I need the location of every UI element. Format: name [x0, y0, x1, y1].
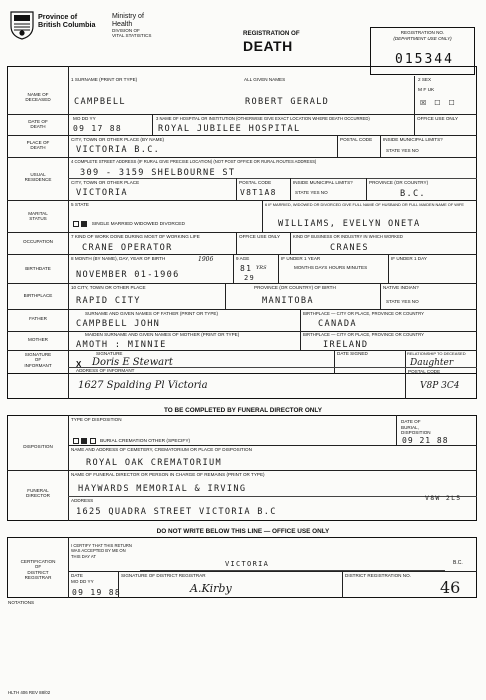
row-divider — [7, 283, 477, 284]
age-label: 9 AGE — [236, 256, 250, 261]
place-of-death-city: VICTORIA B.C. — [76, 145, 161, 155]
deceased-section-label: NAME OF DECEASED — [25, 92, 51, 103]
disposition-type-label: TYPE OF DISPOSITION — [71, 417, 122, 422]
funeral-director-name: HAYWARDS MEMORIAL & IRVING — [78, 484, 247, 494]
surname-label: 1 SURNAME (PRINT OR TYPE) — [71, 77, 138, 82]
funeral-row-divider — [7, 470, 477, 471]
cremation-checkbox — [81, 438, 87, 444]
marital-options-row — [73, 221, 185, 227]
birthplace-province-divider — [225, 283, 226, 309]
residence-municipal-divider — [290, 178, 291, 200]
given-names-label: ALL GIVEN NAMES — [244, 77, 286, 82]
certification-signature-divider — [118, 571, 119, 598]
registrar-signature: A.Kirby — [190, 582, 232, 595]
residence-postal-divider — [236, 178, 237, 200]
province-line-2: British Columbia — [38, 20, 96, 30]
district-registration-label: DISTRICT REGISTRATION NO. — [345, 573, 411, 578]
single-checkbox — [73, 221, 79, 227]
certification-date: 09 19 88 — [72, 588, 121, 597]
certification-place: VICTORIA — [225, 560, 270, 568]
age-columns: MONTHS DAYS HOURS MINUTES — [294, 265, 368, 270]
mother-name-label: MAIDEN SURNAME AND GIVEN NAMES OF MOTHER (PRINT OR TYPE) — [85, 332, 240, 337]
disposition-date-divider — [396, 415, 397, 445]
other-checkbox — [90, 438, 96, 444]
residence-municipal-label: INSIDE MUNICIPAL LIMITS? — [293, 180, 353, 185]
informant-section-label: SIGNATURE OF INFORMANT — [24, 352, 52, 368]
date-of-death-section-label: DATE OF DEATH — [28, 119, 48, 130]
ministry-line-4: VITAL STATISTICS — [112, 33, 152, 39]
residence-address-label: 4 COMPLETE STREET ADDRESS (IF RURAL GIVE PRECISE LOCATION) (NOT POST OFFICE OR RURAL ROUTES ADDRESS) — [71, 159, 317, 164]
hospital-name: ROYAL JUBILEE HOSPITAL — [158, 124, 301, 134]
registrar-signature-label: SIGNATURE OF DISTRICT REGISTRAR — [121, 573, 206, 578]
funeral-director-name-label: NAME OF FUNERAL DIRECTOR OR PERSON IN CHARGE OF REMAINS (PRINT OR TYPE) — [71, 472, 265, 477]
birthdate-section-label: BIRTHDATE — [25, 266, 51, 271]
informant-address-label: ADDRESS OF INFORMANT — [76, 368, 135, 373]
funeral-director-banner: TO BE COMPLETED BY FUNERAL DIRECTOR ONLY — [163, 407, 322, 414]
age-extra-value: 29 — [244, 274, 256, 282]
spouse-name: WILLIAMS, EVELYN ONETA — [278, 219, 421, 229]
office-use-label-1: OFFICE USE ONLY — [417, 116, 459, 121]
certification-side-divider — [68, 537, 69, 598]
funeral-inner-divider — [68, 496, 477, 497]
under-one-year-label: IF UNDER 1 YEAR — [281, 256, 321, 261]
birthdate-value: NOVEMBER 01-1906 — [76, 270, 180, 280]
notations-label: NOTATIONS — [8, 600, 35, 605]
informant-postal-code: V8P 3C4 — [420, 381, 460, 391]
father-birthplace-label: BIRTHPLACE — CITY OR PLACE, PROVINCE OR COUNTRY — [303, 311, 425, 316]
residence-postal-label: POSTAL CODE — [239, 180, 272, 185]
native-indian-label: NATIVE INDIAN? — [383, 285, 419, 290]
disposition-date: 09 21 88 — [402, 436, 449, 445]
father-divider — [300, 309, 301, 331]
relationship-label: RELATIONSHIP TO DECEASED — [407, 351, 466, 356]
hospital-label: 3 NAME OF HOSPITAL OR INSTITUTION (OTHERWISE GIVE EXACT LOCATION WHERE DEATH OCCURRED) — [156, 116, 370, 121]
informant-postal-divider — [405, 372, 406, 399]
funeral-director-section-label: FUNERAL DIRECTOR — [26, 488, 50, 499]
marital-state-label: 5 STATE — [71, 202, 89, 207]
date-signed-label: DATE SIGNED — [337, 351, 368, 356]
disposition-section-label: DISPOSITION — [23, 444, 53, 449]
under-one-day-label: IF UNDER 1 DAY — [391, 256, 427, 261]
funeral-postal-note: V8W 2L5 — [425, 494, 462, 502]
informant-signature: Doris E Stewart — [92, 357, 173, 368]
certification-text: I CERTIFY THAT THIS RETURN WAS ACCEPTED BY ME ON THIS DAY AT — [71, 543, 132, 559]
informant-address: 1627 Spalding Pl Victoria — [78, 380, 208, 391]
father-name: CAMPBELL JOHN — [76, 319, 161, 329]
place-postal-divider — [337, 135, 338, 157]
mother-birthplace: IRELAND — [323, 340, 369, 350]
row-divider — [7, 309, 477, 310]
relationship-divider — [405, 350, 406, 374]
sex-divider — [414, 76, 415, 114]
informant-postal-label: POSTAL CODE — [408, 369, 441, 374]
row-divider — [7, 254, 477, 255]
mother-section-label: MOTHER — [28, 337, 48, 342]
main-side-divider — [68, 66, 69, 374]
residence-municipal-options: STATE YES NO — [295, 190, 328, 195]
office-use-banner: DO NOT WRITE BELOW THIS LINE — OFFICE USE ONLY — [156, 528, 330, 535]
certification-section-label: CERTIFICATION OF DISTRICT REGISTRAR — [20, 559, 56, 580]
age-value: 81 — [240, 264, 253, 273]
certification-bc: B.C. — [453, 560, 463, 566]
certification-district-divider — [342, 571, 343, 598]
date-divider — [152, 114, 153, 135]
residence-province: B.C. — [400, 189, 426, 199]
office-use-divider — [414, 114, 415, 135]
married-checkbox — [81, 221, 87, 227]
burial-checkbox — [73, 438, 79, 444]
funeral-address-label: ADDRESS — [71, 498, 94, 503]
occupation-office-divider — [236, 232, 237, 254]
certification-row-divider — [68, 571, 477, 572]
date-of-death-value: 09 17 88 — [73, 124, 122, 133]
certification-date-label: DATE — [71, 573, 83, 578]
occupation-kind-label: 7 KIND OF WORK DONE DURING MOST OF WORKING LIFE — [71, 234, 200, 239]
ministry-line-3: DIVISION OF — [112, 28, 140, 34]
native-indian-options: STATE YES NO — [386, 299, 419, 304]
office-use-label-2: OFFICE USE ONLY — [239, 234, 281, 239]
occupation-kind: CRANE OPERATOR — [82, 243, 173, 253]
marital-divider — [262, 200, 263, 232]
mother-birthplace-label: BIRTHPLACE — CITY OR PLACE, PROVINCE OR COUNTRY — [303, 332, 425, 337]
birthplace-city: RAPID CITY — [76, 296, 141, 306]
informant-relationship: Daughter — [410, 358, 454, 368]
father-name-label: SURNAME AND GIVEN NAMES OF FATHER (PRINT OR TYPE) — [85, 311, 218, 316]
sex-label: 2 SEX — [418, 77, 432, 82]
occupation-business-divider — [290, 232, 291, 254]
disposition-side-divider — [68, 415, 69, 521]
province-name — [38, 13, 96, 30]
usual-residence-section-label: USUAL RESIDENCE — [24, 172, 52, 183]
birthdate-label: 8 MONTH (BY NAME), DAY, YEAR OF BIRTH — [71, 256, 166, 261]
age-under-divider — [278, 254, 279, 283]
district-registration-number: 46 — [440, 578, 461, 597]
spouse-label: 6 IF MARRIED, WIDOWED OR DIVORCED GIVE FULL NAME OF HUSBAND OR FULL MAIDEN NAME OF WIFE — [265, 202, 465, 207]
age-note: YRS — [256, 265, 267, 271]
informant-address-side-divider — [68, 372, 69, 399]
residence-city: VICTORIA — [76, 188, 128, 198]
registration-number-label: REGISTRATION NO. — [400, 30, 445, 35]
department-use-label: (DEPARTMENT USE ONLY) — [393, 36, 452, 41]
father-section-label: FATHER — [29, 316, 47, 321]
row-divider — [7, 114, 477, 115]
ministry-line-2: Health — [112, 20, 133, 28]
birthplace-province: MANITOBA — [262, 296, 314, 306]
date-of-death-columns: MO DD YY — [73, 116, 96, 121]
occupation-section-label: OCCUPATION — [23, 239, 53, 244]
under-day-divider — [388, 254, 389, 283]
residence-city-label: CITY, TOWN OR OTHER PLACE — [71, 180, 140, 185]
birthplace-province-label: PROVINCE (OR COUNTRY) OF BIRTH — [254, 285, 336, 290]
marital-section-label: MARITAL STATUS — [28, 211, 48, 222]
disposition-options-text: BURIAL CREMATION OTHER (SPECIFY) — [100, 439, 191, 445]
father-birthplace: CANADA — [318, 319, 357, 329]
mother-divider — [300, 331, 301, 350]
birthplace-native-divider — [380, 283, 381, 309]
birthdate-age-divider — [233, 254, 234, 283]
place-municipal-divider — [380, 135, 381, 157]
business-label: KIND OF BUSINESS OR INDUSTRY IN WHICH WORKED — [293, 234, 403, 239]
province-line-1: Province of — [38, 12, 78, 21]
ministry-line-1: Ministry of — [112, 13, 144, 20]
marital-options-text: SINGLE MARRIED WIDOWED DIVORCED — [91, 222, 185, 228]
occupation-business: CRANES — [330, 243, 369, 253]
disposition-row-divider — [68, 445, 477, 446]
residence-province-label: PROVINCE (OR COUNTRY) — [369, 180, 429, 185]
place-municipal-label: INSIDE MUNICIPAL LIMITS? — [383, 137, 443, 142]
residence-province-divider — [366, 178, 367, 200]
row-divider — [7, 200, 477, 201]
birthdate-correction: 1906 — [198, 256, 214, 263]
residence-postal-code: V8T1A8 — [240, 188, 277, 197]
disposition-place-label: NAME AND ADDRESS OF CEMETERY, CREMATORIUM OR PLACE OF DISPOSITION — [71, 447, 252, 452]
place-municipal-options: STATE YES NO — [386, 148, 419, 153]
signature-label: SIGNATURE — [96, 351, 123, 356]
disposition-place: ROYAL OAK CREMATORIUM — [86, 458, 222, 468]
row-divider — [7, 135, 477, 136]
birthplace-section-label: BIRTHPLACE — [23, 293, 53, 298]
province-crest-logo — [9, 10, 35, 40]
place-postal-label: POSTAL CODE — [340, 137, 373, 142]
row-divider — [7, 157, 477, 158]
mother-name: AMOTH : MINNIE — [76, 340, 167, 350]
residence-address: 309 - 3159 SHELBOURNE ST — [80, 168, 236, 178]
sex-marks: ☒☐☐ — [420, 100, 463, 107]
informant-x-mark: X — [76, 360, 82, 369]
deceased-surname: CAMPBELL — [74, 97, 126, 107]
date-signed-divider — [334, 350, 335, 374]
footer-code: HLTH 406 REV 88/02 — [8, 690, 51, 695]
sex-options: M F UK — [418, 88, 435, 93]
residence-inner-divider — [68, 178, 477, 179]
registration-number: 015344 — [395, 52, 454, 67]
ministry-name — [112, 13, 151, 38]
funeral-address: 1625 QUADRA STREET VICTORIA B.C — [76, 507, 277, 517]
deceased-given-names: ROBERT GERALD — [245, 97, 330, 107]
disposition-options-row — [73, 438, 190, 444]
certification-date-columns: MO DD YY — [71, 579, 94, 584]
place-of-death-section-label: PLACE OF DEATH — [26, 140, 50, 151]
row-divider — [7, 232, 477, 233]
disposition-date-label: DATE OF BURIAL, DISPOSITION — [401, 419, 431, 435]
registration-of-label: REGISTRATION OF — [243, 30, 300, 37]
form-title: DEATH — [243, 38, 293, 54]
place-city-label: CITY, TOWN OR OTHER PLACE (BY NAME) — [71, 137, 165, 142]
birthplace-city-label: 10 CITY, TOWN OR OTHER PLACE — [71, 285, 146, 290]
